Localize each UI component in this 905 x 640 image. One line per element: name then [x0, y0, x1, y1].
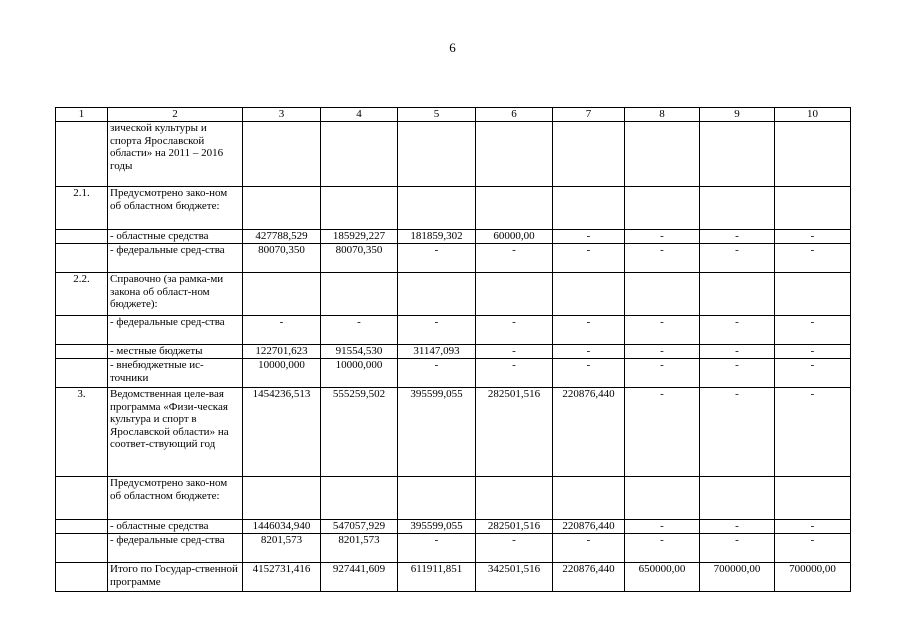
value-cell: [398, 477, 476, 520]
row-number-cell: [56, 122, 108, 187]
value-cell: -: [476, 316, 553, 345]
value-cell: -: [625, 230, 700, 244]
value-cell: -: [700, 244, 775, 273]
column-header: 6: [476, 108, 553, 122]
table-row: [56, 187, 851, 230]
value-cell: [243, 122, 321, 187]
value-cell: -: [775, 230, 851, 244]
value-cell: -: [775, 534, 851, 563]
value-cell: [553, 273, 625, 316]
value-cell: -: [625, 359, 700, 388]
value-cell: -: [775, 520, 851, 534]
value-cell: -: [700, 345, 775, 359]
value-cell: [700, 187, 775, 230]
value-cell: [553, 122, 625, 187]
value-cell: -: [625, 520, 700, 534]
value-cell: -: [775, 244, 851, 273]
value-cell: 10000,000: [243, 359, 321, 388]
value-cell: 427788,529: [243, 230, 321, 244]
column-header: 7: [553, 108, 625, 122]
value-cell: [321, 273, 398, 316]
value-cell: [476, 273, 553, 316]
value-cell: -: [476, 359, 553, 388]
table-row: [56, 534, 851, 563]
value-cell: [321, 187, 398, 230]
value-cell: -: [243, 316, 321, 345]
value-cell: [476, 187, 553, 230]
column-header: 9: [700, 108, 775, 122]
table-row: [56, 316, 851, 345]
value-cell: -: [700, 534, 775, 563]
value-cell: 700000,00: [775, 563, 851, 592]
table-row: [56, 345, 851, 359]
value-cell: 220876,440: [553, 563, 625, 592]
value-cell: [775, 273, 851, 316]
row-description-cell: Предусмотрено зако-ном об областном бюджете:: [108, 187, 243, 230]
row-number-cell: [56, 534, 108, 563]
value-cell: -: [398, 534, 476, 563]
row-description-cell: Справочно (за рамка-ми закона об област-ном бюджете):: [108, 273, 243, 316]
value-cell: 220876,440: [553, 388, 625, 477]
row-description-cell: - областные средства: [108, 520, 243, 534]
table-header-row: [56, 108, 851, 122]
table-row: [56, 273, 851, 316]
value-cell: -: [398, 244, 476, 273]
row-description-cell: - федеральные сред-ства: [108, 534, 243, 563]
row-description-cell: - внебюджетные ис-точники: [108, 359, 243, 388]
value-cell: -: [625, 388, 700, 477]
column-header: 8: [625, 108, 700, 122]
value-cell: 10000,000: [321, 359, 398, 388]
value-cell: 547057,929: [321, 520, 398, 534]
value-cell: [243, 477, 321, 520]
row-description-cell: - областные средства: [108, 230, 243, 244]
value-cell: -: [476, 534, 553, 563]
value-cell: 91554,530: [321, 345, 398, 359]
budget-table: [55, 107, 851, 592]
table-row: [56, 563, 851, 592]
column-header: 5: [398, 108, 476, 122]
value-cell: [775, 187, 851, 230]
value-cell: -: [775, 345, 851, 359]
value-cell: [625, 187, 700, 230]
value-cell: -: [476, 244, 553, 273]
row-description-cell: Итого по Государ-ственной программе: [108, 563, 243, 592]
value-cell: 927441,609: [321, 563, 398, 592]
value-cell: -: [476, 345, 553, 359]
value-cell: [398, 122, 476, 187]
value-cell: 4152731,416: [243, 563, 321, 592]
value-cell: [476, 122, 553, 187]
column-header: 4: [321, 108, 398, 122]
table-row: [56, 477, 851, 520]
value-cell: [625, 273, 700, 316]
table-row: [56, 244, 851, 273]
value-cell: 31147,093: [398, 345, 476, 359]
row-number-cell: [56, 345, 108, 359]
row-number-cell: [56, 563, 108, 592]
column-header: 1: [56, 108, 108, 122]
value-cell: 181859,302: [398, 230, 476, 244]
value-cell: 650000,00: [625, 563, 700, 592]
value-cell: 185929,227: [321, 230, 398, 244]
value-cell: 395599,055: [398, 388, 476, 477]
column-header: 10: [775, 108, 851, 122]
table-row: [56, 359, 851, 388]
value-cell: -: [321, 316, 398, 345]
row-description-cell: - федеральные сред-ства: [108, 316, 243, 345]
row-description-cell: Предусмотрено зако-ном об областном бюджете:: [108, 477, 243, 520]
value-cell: [625, 122, 700, 187]
row-number-cell: [56, 477, 108, 520]
row-number-cell: 2.2.: [56, 273, 108, 316]
row-number-cell: [56, 244, 108, 273]
value-cell: -: [553, 359, 625, 388]
value-cell: -: [625, 534, 700, 563]
value-cell: -: [398, 316, 476, 345]
value-cell: 220876,440: [553, 520, 625, 534]
row-description-cell: Ведомственная целе-вая программа «Физи-ческая культура и спорт в Ярославской области» на соответ-ствующий год: [108, 388, 243, 477]
value-cell: -: [775, 388, 851, 477]
table-row: [56, 122, 851, 187]
value-cell: 555259,502: [321, 388, 398, 477]
row-number-cell: [56, 520, 108, 534]
value-cell: 282501,516: [476, 520, 553, 534]
value-cell: [700, 273, 775, 316]
value-cell: 8201,573: [321, 534, 398, 563]
value-cell: 80070,350: [321, 244, 398, 273]
value-cell: [243, 187, 321, 230]
value-cell: -: [700, 316, 775, 345]
value-cell: 1454236,513: [243, 388, 321, 477]
value-cell: 1446034,940: [243, 520, 321, 534]
value-cell: [775, 477, 851, 520]
table-row: [56, 520, 851, 534]
value-cell: -: [700, 359, 775, 388]
value-cell: [553, 187, 625, 230]
value-cell: 60000,00: [476, 230, 553, 244]
row-number-cell: 3.: [56, 388, 108, 477]
value-cell: -: [553, 244, 625, 273]
value-cell: -: [700, 520, 775, 534]
value-cell: [775, 122, 851, 187]
column-header: 3: [243, 108, 321, 122]
value-cell: [625, 477, 700, 520]
row-number-cell: [56, 359, 108, 388]
value-cell: -: [553, 345, 625, 359]
row-number-cell: 2.1.: [56, 187, 108, 230]
value-cell: [321, 477, 398, 520]
table-row: [56, 388, 851, 477]
value-cell: -: [700, 230, 775, 244]
value-cell: -: [553, 316, 625, 345]
value-cell: [476, 477, 553, 520]
value-cell: 80070,350: [243, 244, 321, 273]
value-cell: 342501,516: [476, 563, 553, 592]
value-cell: -: [398, 359, 476, 388]
value-cell: -: [625, 244, 700, 273]
page-number: 6: [449, 40, 456, 55]
row-description-cell: - федеральные сред-ства: [108, 244, 243, 273]
value-cell: 122701,623: [243, 345, 321, 359]
value-cell: -: [775, 359, 851, 388]
row-number-cell: [56, 316, 108, 345]
value-cell: 395599,055: [398, 520, 476, 534]
value-cell: -: [775, 316, 851, 345]
value-cell: -: [553, 534, 625, 563]
value-cell: -: [553, 230, 625, 244]
value-cell: -: [625, 345, 700, 359]
value-cell: [398, 187, 476, 230]
value-cell: [700, 122, 775, 187]
row-number-cell: [56, 230, 108, 244]
value-cell: [243, 273, 321, 316]
column-header: 2: [108, 108, 243, 122]
value-cell: 611911,851: [398, 563, 476, 592]
value-cell: -: [700, 388, 775, 477]
row-description-cell: - местные бюджеты: [108, 345, 243, 359]
row-description-cell: зической культуры и спорта Ярославской области» на 2011 – 2016 годы: [108, 122, 243, 187]
value-cell: [321, 122, 398, 187]
table-row: [56, 230, 851, 244]
value-cell: 700000,00: [700, 563, 775, 592]
value-cell: 8201,573: [243, 534, 321, 563]
value-cell: [553, 477, 625, 520]
value-cell: -: [625, 316, 700, 345]
value-cell: 282501,516: [476, 388, 553, 477]
value-cell: [398, 273, 476, 316]
value-cell: [700, 477, 775, 520]
